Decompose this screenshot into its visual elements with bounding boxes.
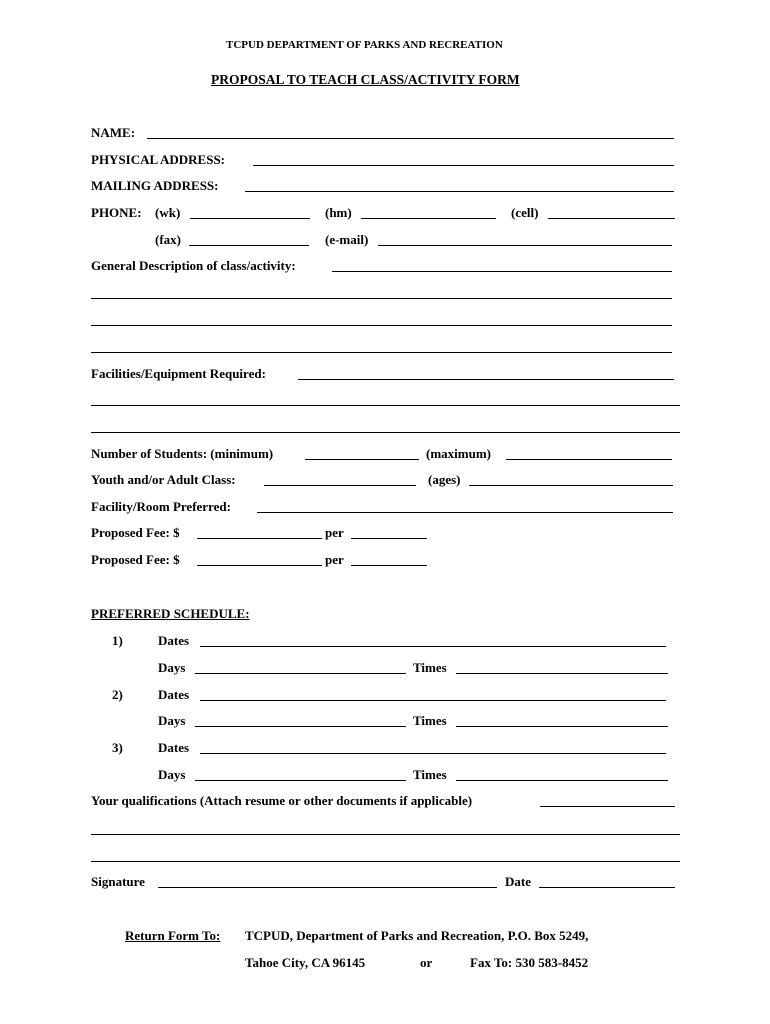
phone-cell-field[interactable] (548, 218, 675, 219)
students-max-label: (maximum) (426, 446, 491, 461)
fax-field[interactable] (189, 245, 309, 246)
phone-cell-label: (cell) (511, 205, 539, 220)
schedule-number-3: 3) (112, 740, 123, 755)
per-label-2: per (325, 552, 344, 567)
facilities-line-2[interactable] (91, 405, 680, 406)
or-label: or (420, 955, 433, 970)
facilities-label: Facilities/Equipment Required: (91, 366, 266, 381)
students-min-field[interactable] (305, 459, 419, 460)
facility-room-label: Facility/Room Preferred: (91, 499, 231, 514)
proposed-fee-label-1: Proposed Fee: $ (91, 525, 180, 540)
per-field-1[interactable] (351, 538, 427, 539)
schedule-days-label-3: Days (158, 767, 186, 782)
schedule-dates-field-2[interactable] (200, 700, 666, 701)
facilities-line-3[interactable] (91, 432, 680, 433)
per-field-2[interactable] (351, 565, 427, 566)
schedule-dates-label-2: Dates (158, 687, 190, 702)
schedule-times-label-3: Times (413, 767, 447, 782)
phone-wk-field[interactable] (190, 218, 310, 219)
per-label-1: per (325, 525, 344, 540)
physical-address-field[interactable] (253, 165, 674, 166)
phone-label: PHONE: (91, 205, 142, 220)
general-description-field[interactable] (332, 271, 672, 272)
students-max-field[interactable] (506, 459, 672, 460)
general-description-line-2[interactable] (91, 298, 672, 299)
schedule-times-label-1: Times (413, 660, 447, 675)
facility-room-field[interactable] (257, 512, 673, 513)
youth-adult-label: Youth and/or Adult Class: (91, 472, 236, 487)
facilities-field[interactable] (298, 379, 674, 380)
qualifications-line-3[interactable] (91, 861, 680, 862)
phone-hm-label: (hm) (325, 205, 352, 220)
form-title: PROPOSAL TO TEACH CLASS/ACTIVITY FORM (211, 72, 520, 87)
date-field[interactable] (539, 887, 675, 888)
proposed-fee-label-2: Proposed Fee: $ (91, 552, 180, 567)
qualifications-field[interactable] (540, 806, 675, 807)
phone-wk-label: (wk) (155, 205, 181, 220)
ages-label: (ages) (428, 472, 461, 487)
youth-adult-field[interactable] (264, 485, 416, 486)
general-description-line-4[interactable] (91, 352, 672, 353)
schedule-number-2: 2) (112, 687, 123, 702)
schedule-dates-label-3: Dates (158, 740, 190, 755)
email-label: (e-mail) (325, 232, 369, 247)
general-description-label: General Description of class/activity: (91, 258, 296, 273)
schedule-times-field-2[interactable] (456, 726, 668, 727)
schedule-times-label-2: Times (413, 713, 447, 728)
ages-field[interactable] (469, 485, 673, 486)
email-field[interactable] (378, 245, 672, 246)
department-heading: TCPUD DEPARTMENT OF PARKS AND RECREATION (226, 39, 503, 51)
date-label: Date (505, 874, 531, 889)
schedule-heading: PREFERRED SCHEDULE: (91, 606, 250, 621)
proposed-fee-field-1[interactable] (197, 538, 322, 539)
schedule-times-field-3[interactable] (456, 780, 668, 781)
schedule-days-label-2: Days (158, 713, 186, 728)
proposed-fee-field-2[interactable] (197, 565, 322, 566)
name-field[interactable] (147, 138, 674, 139)
physical-address-label: PHYSICAL ADDRESS: (91, 152, 226, 167)
schedule-dates-field-3[interactable] (200, 753, 666, 754)
fax-label: (fax) (155, 232, 181, 247)
students-min-label: Number of Students: (minimum) (91, 446, 274, 461)
signature-field[interactable] (158, 887, 497, 888)
name-label: NAME: (91, 125, 136, 140)
schedule-days-field-3[interactable] (195, 780, 406, 781)
signature-label: Signature (91, 874, 145, 889)
fax-to-label: Fax To: 530 583-8452 (470, 955, 589, 970)
return-address-line-2: Tahoe City, CA 96145 (245, 955, 366, 970)
schedule-days-field-2[interactable] (195, 726, 406, 727)
phone-hm-field[interactable] (361, 218, 496, 219)
schedule-dates-label-1: Dates (158, 633, 190, 648)
mailing-address-field[interactable] (245, 191, 674, 192)
schedule-number-1: 1) (112, 633, 123, 648)
schedule-dates-field-1[interactable] (200, 646, 666, 647)
return-address-line-1: TCPUD, Department of Parks and Recreation, P.O. Box 5249, (245, 928, 589, 943)
general-description-line-3[interactable] (91, 325, 672, 326)
return-form-label: Return Form To: (125, 928, 221, 943)
mailing-address-label: MAILING ADDRESS: (91, 178, 219, 193)
schedule-days-label-1: Days (158, 660, 186, 675)
qualifications-label: Your qualifications (Attach resume or other documents if applicable) (91, 793, 473, 808)
qualifications-line-2[interactable] (91, 834, 680, 835)
schedule-times-field-1[interactable] (456, 673, 668, 674)
schedule-days-field-1[interactable] (195, 673, 406, 674)
